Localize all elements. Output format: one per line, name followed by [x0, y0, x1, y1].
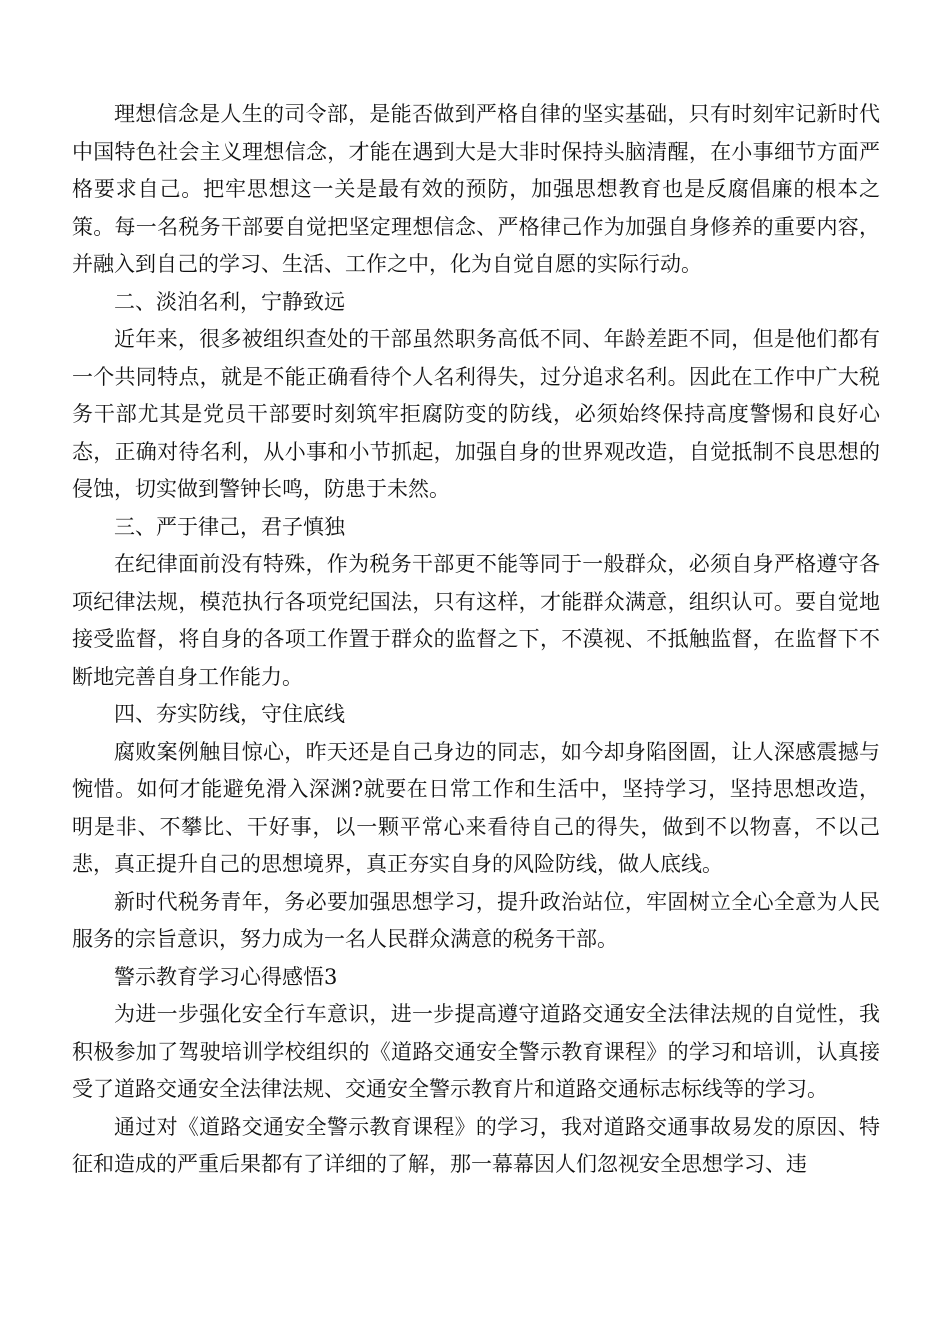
section-heading-4: 四、夯实防线，守住底线 — [114, 702, 345, 726]
section-heading-2: 二、淡泊名利，宁静致远 — [114, 289, 345, 314]
paragraph-defense: 腐败案例触目惊心，昨天还是自己身边的同志，如今却身陷囹圄，让人深感震撼与惋惜。如何才能避免滑入深渊?就要在日常工作和生活中，坚持学习，坚持思想改造，明是非、不攀比、干好事，以一颗平常心来看待自己的得失，做到不以物喜，不以己悲，真正提升自己的思想境界，真正夯实自身的风险防线，做人底线。 — [72, 739, 880, 876]
paragraph-traffic-intro: 为进一步强化安全行车意识，进一步提高遵守道路交通安全法律法规的自觉性，我积极参加了驾驶培训学校组织的《道路交通安全警示教育课程》的学习和培训，认真接受了道路交通安全法律法规、交通安全警示教育片和道路交通标志标线等的学习。 — [72, 1002, 880, 1101]
paragraph-youth: 新时代税务青年，务必要加强思想学习，提升政治站位，牢固树立全心全意为人民服务的宗旨意识，努力成为一名人民群众满意的税务干部。 — [72, 889, 880, 951]
article-title-3: 警示教育学习心得感悟3 — [114, 964, 338, 989]
paragraph-discipline: 在纪律面前没有特殊，作为税务干部更不能等同于一般群众，必须自身严格遵守各项纪律法规，模范执行各项党纪国法，只有这样，才能群众满意，组织认可。要自觉地接受监督，将自身的各项工作置于群众的监督之下，不漠视、不抵触监督，在监督下不断地完善自身工作能力。 — [72, 552, 880, 689]
section-heading-3: 三、严于律己，君子慎独 — [114, 514, 345, 539]
paragraph-ideals: 理想信念是人生的司令部，是能否做到严格自律的坚实基础，只有时刻牢记新时代中国特色社会主义理想信念，才能在遇到大是大非时保持头脑清醒，在小事细节方面严格要求自己。把牢思想这一关是最有效的预防，加强思想教育也是反腐倡廉的根本之策。每一名税务干部要自觉把坚定理想信念、严格律己作为加强自身修养的重要内容，并融入到自己的学习、生活、工作之中，化为自觉自愿的实际行动。 — [72, 102, 880, 276]
paragraph-traffic-study: 通过对《道路交通安全警示教育课程》的学习，我对道路交通事故易发的原因、特征和造成的严重后果都有了详细的了解，那一幕幕因人们忽视安全思想学习、违 — [72, 1114, 880, 1176]
paragraph-fame: 近年来，很多被组织查处的干部虽然职务高低不同、年龄差距不同，但是他们都有一个共同特点，就是不能正确看待个人名利得失，过分追求名利。因此在工作中广大税务干部尤其是党员干部要时刻筑牢拒腐防变的防线，必须始终保持高度警惕和良好心态，正确对待名利，从小事和小节抓起，加强自身的世界观改造，自觉抵制不良思想的侵蚀，切实做到警钟长鸣，防患于未然。 — [72, 327, 880, 501]
document-body — [72, 96, 880, 1184]
